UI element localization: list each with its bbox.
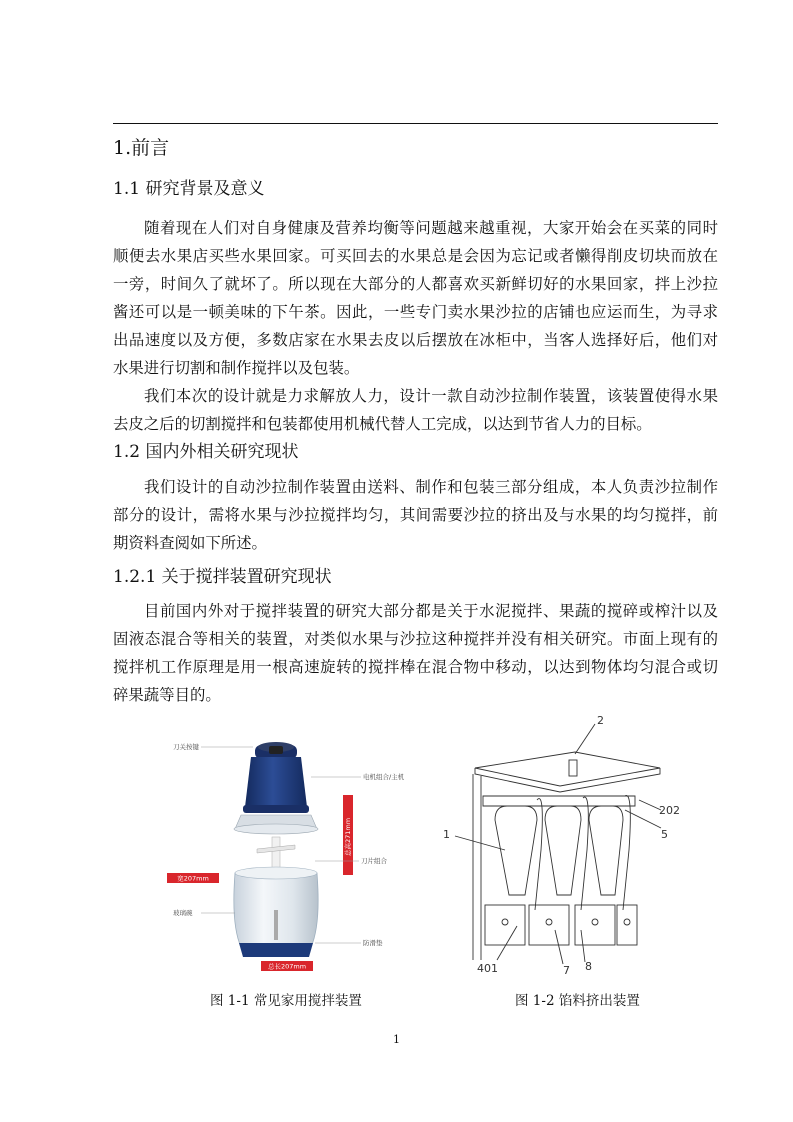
- paragraph-mixer-research: [113, 597, 718, 709]
- text-line: 水果进行切割和制作搅拌以及包装。: [113, 359, 360, 377]
- label-part-8: 8: [585, 960, 592, 973]
- text-line: 期资料查阅如下所述。: [113, 534, 267, 552]
- label-part-5: 5: [661, 828, 668, 841]
- paragraph-design-goal: [113, 382, 718, 438]
- text-line: 我们设计的自动沙拉制作装置由送料、制作和包装三部分组成，本人负责沙拉制作: [144, 478, 718, 496]
- blender-illustration: [165, 725, 415, 975]
- text-line: 碎果蔬等目的。: [113, 686, 221, 704]
- text-line: 目前国内外对于搅拌装置的研究大部分都是关于水泥搅拌、果蔬的搅碎或榨汁以及: [144, 602, 718, 620]
- dimension-height: 总高271mm: [344, 817, 352, 857]
- page-number: 1: [393, 1033, 400, 1046]
- text-line: 部分的设计，需将水果与沙拉搅拌均匀，其间需要沙拉的挤出及与水果的均匀搅拌，前: [113, 506, 718, 524]
- label-part-401: 401: [477, 962, 498, 975]
- text-line: 我们本次的设计就是力求解放人力，设计一款自动沙拉制作装置，该装置使得水果: [144, 387, 718, 405]
- section-1-heading: 1.前言: [113, 137, 170, 159]
- figure-1-2-caption: 图 1-2 馅料挤出装置: [515, 993, 640, 1009]
- text-line: 去皮之后的切割搅拌和包装都使用机械代替人工完成，以达到节省人力的目标。: [113, 415, 652, 433]
- dimension-width: 宽207mm: [177, 874, 209, 883]
- callout-motor: 电机组合/主机: [363, 773, 405, 781]
- text-line: 酱还可以是一顿美味的下午茶。因此，一些专门卖水果沙拉的店铺也应运而生，为寻求: [113, 303, 718, 321]
- callout-bowl: 玻璃碗: [173, 909, 193, 917]
- header-rule: [113, 123, 718, 124]
- callout-pad: 防滑垫: [363, 939, 383, 947]
- text-line: 顺便去水果店买些水果回家。可买回去的水果总是会因为忘记或者懒得削皮切块而放在: [113, 247, 718, 265]
- text-line: 固液态混合等相关的装置，对类似水果与沙拉这种搅拌并没有相关研究。市面上现有的: [113, 630, 718, 648]
- section-1-2-1-heading: 1.2.1 关于搅拌装置研究现状: [113, 567, 332, 587]
- callout-switch: 刀关按键: [173, 743, 199, 751]
- callout-blade: 刀片组合: [361, 857, 387, 865]
- paragraph-background: [113, 214, 718, 382]
- dimension-length: 总长207mm: [267, 962, 307, 971]
- figure-blender: [165, 725, 415, 975]
- label-part-7: 7: [563, 964, 570, 977]
- text-line: 随着现在人们对自身健康及营养均衡等问题越来越重视，大家开始会在买菜的同时: [144, 219, 718, 237]
- label-part-2: 2: [597, 714, 604, 727]
- label-part-202: 202: [659, 804, 680, 817]
- section-1-2-heading: 1.2 国内外相关研究现状: [113, 442, 299, 462]
- figure-extruder: [425, 710, 695, 980]
- text-line: 搅拌机工作原理是用一根高速旋转的搅拌棒在混合物中移动，以达到物体均匀混合或切: [113, 658, 718, 676]
- extruder-drawing: [425, 710, 695, 980]
- text-line: 出品速度以及方便，多数店家在水果去皮以后摆放在冰柜中，当客人选择好后，他们对: [113, 331, 718, 349]
- figure-1-1-caption: 图 1-1 常见家用搅拌装置: [210, 993, 362, 1009]
- paragraph-research-status: [113, 473, 718, 557]
- section-1-1-heading: 1.1 研究背景及意义: [113, 179, 265, 199]
- text-line: 一旁，时间久了就坏了。所以现在大部分的人都喜欢买新鲜切好的水果回家，拌上沙拉: [113, 275, 718, 293]
- label-part-1: 1: [443, 828, 450, 841]
